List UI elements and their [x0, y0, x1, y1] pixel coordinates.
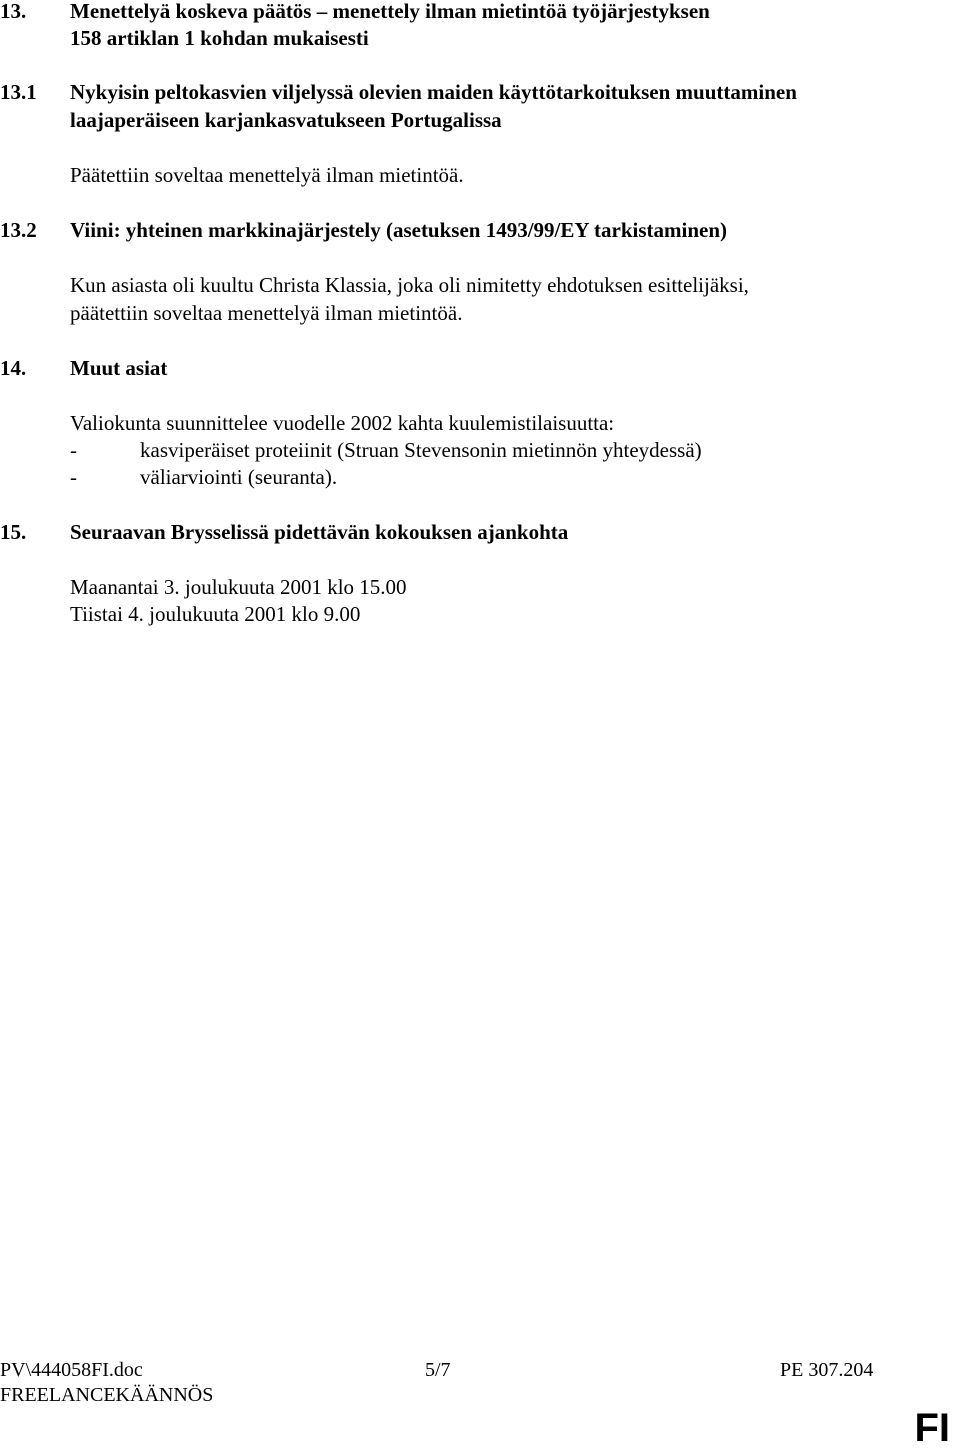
footer-pe-number: PE 307.204 [780, 1359, 874, 1381]
section-13-title-line1: Menettelyä koskeva päätös – menettely ilman mietintöä työjärjestyksen [70, 0, 710, 23]
section-13-number: 13. [0, 0, 27, 23]
language-code: FI [914, 1406, 950, 1450]
list-item-text: kasviperäiset proteiinit (Struan Stevensonin mietinnön yhteydessä) [140, 438, 702, 462]
footer-page-number: 5/7 [425, 1359, 451, 1381]
section-13-1-title-line1: Nykyisin peltokasvien viljelyssä olevien maiden käyttötarkoituksen muuttaminen [70, 80, 797, 104]
section-15-line1: Maanantai 3. joulukuuta 2001 klo 15.00 [70, 575, 407, 599]
section-13-2-body-line1: Kun asiasta oli kuultu Christa Klassia, joka oli nimitetty ehdotuksen esittelijäksi, [70, 273, 749, 297]
section-15-title: Seuraavan Brysselissä pidettävän kokouksen ajankohta [70, 520, 569, 544]
list-dash: - [70, 438, 77, 462]
section-13-1-number: 13.1 [0, 80, 37, 104]
section-13-title-line2: 158 artiklan 1 kohdan mukaisesti [70, 26, 369, 50]
section-14-title: Muut asiat [70, 356, 168, 380]
section-13-1-body: Päätettiin soveltaa menettelyä ilman mietintöä. [70, 163, 464, 187]
list-item-text: väliarviointi (seuranta). [140, 465, 338, 489]
section-13-2-title: Viini: yhteinen markkinajärjestely (asetuksen 1493/99/EY tarkistaminen) [70, 218, 728, 242]
section-13-2-number: 13.2 [0, 218, 37, 242]
section-14-intro: Valiokunta suunnittelee vuodelle 2002 kahta kuulemistilaisuutta: [70, 411, 615, 435]
section-15-number: 15. [0, 520, 27, 544]
section-13-1-title-line2: laajaperäiseen karjankasvatukseen Portugalissa [70, 108, 502, 132]
section-14-number: 14. [0, 356, 27, 380]
section-15-line2: Tiistai 4. joulukuuta 2001 klo 9.00 [70, 602, 361, 626]
footer-translation-note: FREELANCEKÄÄNNÖS [0, 1384, 214, 1406]
list-dash: - [70, 465, 77, 489]
section-13-2-body-line2: päätettiin soveltaa menettelyä ilman mietintöä. [70, 301, 463, 325]
footer-doc-ref: PV\444058FI.doc [0, 1359, 143, 1381]
